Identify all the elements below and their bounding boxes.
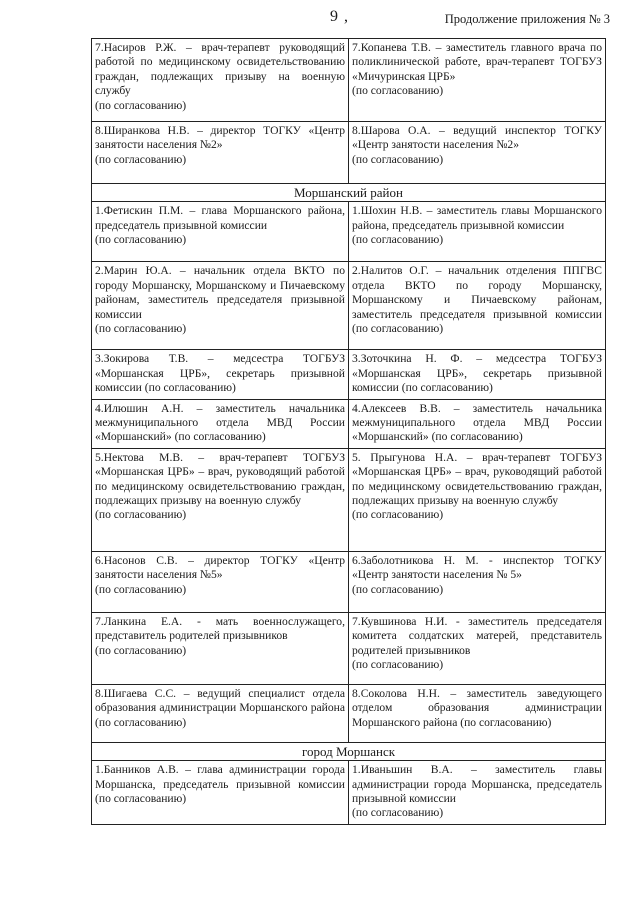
table-row (92, 684, 606, 742)
right-member-text: 1.Шохин Н.В. – заместитель главы Моршанского района, председатель призывной комиссии (352, 204, 602, 232)
right-cell (349, 39, 606, 122)
left-member-text: 5.Нектова М.В. – врач-терапевт ТОГБУЗ «Моршанская ЦРБ» – врач, руководящий работой по медицинскому освидетельствованию граждан, подлежащих призыву на военную службу (95, 450, 345, 508)
right-member-note: (по согласованию) (352, 233, 444, 247)
left-member-note: (по согласованию) (95, 582, 187, 596)
table-row (92, 202, 606, 262)
continuation-header: Продолжение приложения № 3 (444, 12, 610, 26)
right-member-text: 3.Зоточкина Н. Ф. – медсестра ТОГБУЗ «Моршанская ЦРБ», секретарь призывной комиссии (по согласованию) (352, 352, 602, 395)
table-row (92, 761, 606, 825)
left-cell (92, 761, 349, 825)
right-member-text: 8.Соколова Н.Н. – заместитель заведующего отделом образования администрации Моршанского района (по согласованию) (352, 686, 602, 729)
right-cell (349, 551, 606, 612)
right-member-note: (по согласованию) (352, 84, 444, 98)
right-member-text: 6.Заболотникова Н. М. - инспектор ТОГКУ «Центр занятости населения № 5» (352, 553, 602, 582)
right-member-note: (по согласованию) (352, 508, 444, 522)
left-cell (92, 122, 349, 184)
left-member-note: (по согласованию) (95, 322, 187, 336)
page-number: 9 , (330, 8, 349, 25)
section-header-row (92, 184, 606, 202)
right-member-text: 8.Шарова О.А. – ведущий инспектор ТОГКУ «Центр занятости населения №2» (352, 124, 602, 152)
left-cell (92, 448, 349, 551)
section-title: Моршанский район (92, 184, 606, 202)
right-cell (349, 202, 606, 262)
right-member-note: (по согласованию) (352, 658, 444, 672)
left-member-text: 6.Насонов С.В. – директор ТОГКУ «Центр занятости населения №5» (95, 553, 345, 582)
table-row (92, 399, 606, 448)
left-member-note: (по согласованию) (95, 152, 187, 166)
right-member-text: 5. Прыгунова Н.А. – врач-терапевт ТОГБУЗ «Моршанская ЦРБ» – врач, руководящий работой по медицинскому освидетельствованию граждан, подлежащих призыву на военную службу (352, 450, 602, 508)
right-member-text: 2.Налитов О.Г. – начальник отделения ППГВС отдела ВКТО по городу Моршанску, Моршанскому и Пичаевскому районам, заместитель председателя призывной комиссии (по согласованию) (352, 264, 602, 336)
left-member-text: 7.Ланкина Е.А. - мать военнослужащего, представитель родителей призывников (95, 614, 345, 643)
right-member-text: 4.Алексеев В.В. – заместитель начальника межмуниципального отдела МВД России «Моршанский» (по согласованию) (352, 401, 602, 444)
left-cell (92, 39, 349, 122)
left-cell (92, 684, 349, 742)
right-cell (349, 350, 606, 399)
left-cell (92, 551, 349, 612)
commission-table-body (92, 39, 606, 825)
left-cell (92, 202, 349, 262)
right-cell (349, 262, 606, 350)
left-cell (92, 262, 349, 350)
table-row (92, 122, 606, 184)
table-row (92, 350, 606, 399)
right-member-text: 1.Иваньшин В.А. – заместитель главы администрации города Моршанска, председатель призывной комиссии (352, 763, 602, 806)
right-member-note: (по согласованию) (352, 152, 444, 166)
right-member-note: (по согласованию) (352, 582, 444, 596)
left-member-note: (по согласованию) (95, 98, 187, 112)
left-member-note: (по согласованию) (95, 643, 187, 657)
left-member-text: 1.Банников А.В. – глава администрации города Моршанска, председатель призывной комиссии (по согласованию) (95, 763, 345, 806)
table-row (92, 448, 606, 551)
left-member-text: 4.Илюшин А.Н. – заместитель начальника межмуниципального отдела МВД России «Моршанский» (по согласованию) (95, 401, 345, 444)
left-cell (92, 399, 349, 448)
table-row (92, 262, 606, 350)
right-member-text: 7.Копанева Т.В. – заместитель главного врача по поликлинической работе, врач-терапевт ТОГБУЗ «Мичуринская ЦРБ» (352, 41, 602, 83)
left-cell (92, 350, 349, 399)
left-member-note: (по согласованию) (95, 508, 187, 522)
commission-table (91, 38, 606, 825)
right-member-note: (по согласованию) (352, 806, 444, 820)
left-member-text: 8.Ширанкова Н.В. – директор ТОГКУ «Центр занятости населения №2» (95, 124, 345, 152)
table-row (92, 551, 606, 612)
section-title: город Моршанск (92, 742, 606, 760)
left-member-text: 8.Шигаева С.С. – ведущий специалист отдела образования администрации Моршанского района (по согласованию) (95, 686, 345, 729)
right-cell (349, 448, 606, 551)
left-member-text: 1.Фетискин П.М. – глава Моршанского района, председатель призывной комиссии (95, 204, 345, 232)
left-member-text: 3.Зокирова Т.В. – медсестра ТОГБУЗ «Моршанская ЦРБ», секретарь призывной комиссии (по согласованию) (95, 352, 345, 395)
right-cell (349, 122, 606, 184)
left-member-note: (по согласованию) (95, 233, 187, 247)
table-row (92, 612, 606, 684)
section-header-row (92, 742, 606, 760)
table-row (92, 39, 606, 122)
left-member-text: 2.Марин Ю.А. – начальник отдела ВКТО по городу Моршанску, Моршанскому и Пичаевскому районам, заместитель председателя призывной комиссии (95, 264, 345, 321)
right-cell (349, 761, 606, 825)
right-cell (349, 612, 606, 684)
right-cell (349, 684, 606, 742)
left-member-text: 7.Насиров Р.Ж. – врач-терапевт руководящий работой по медицинскому освидетельствованию граждан, подлежащих призыву на военную службу (95, 41, 345, 98)
right-member-text: 7.Кувшинова Н.И. - заместитель председателя комитета солдатских матерей, представитель родителей призывников (352, 614, 602, 657)
right-cell (349, 399, 606, 448)
left-cell (92, 612, 349, 684)
